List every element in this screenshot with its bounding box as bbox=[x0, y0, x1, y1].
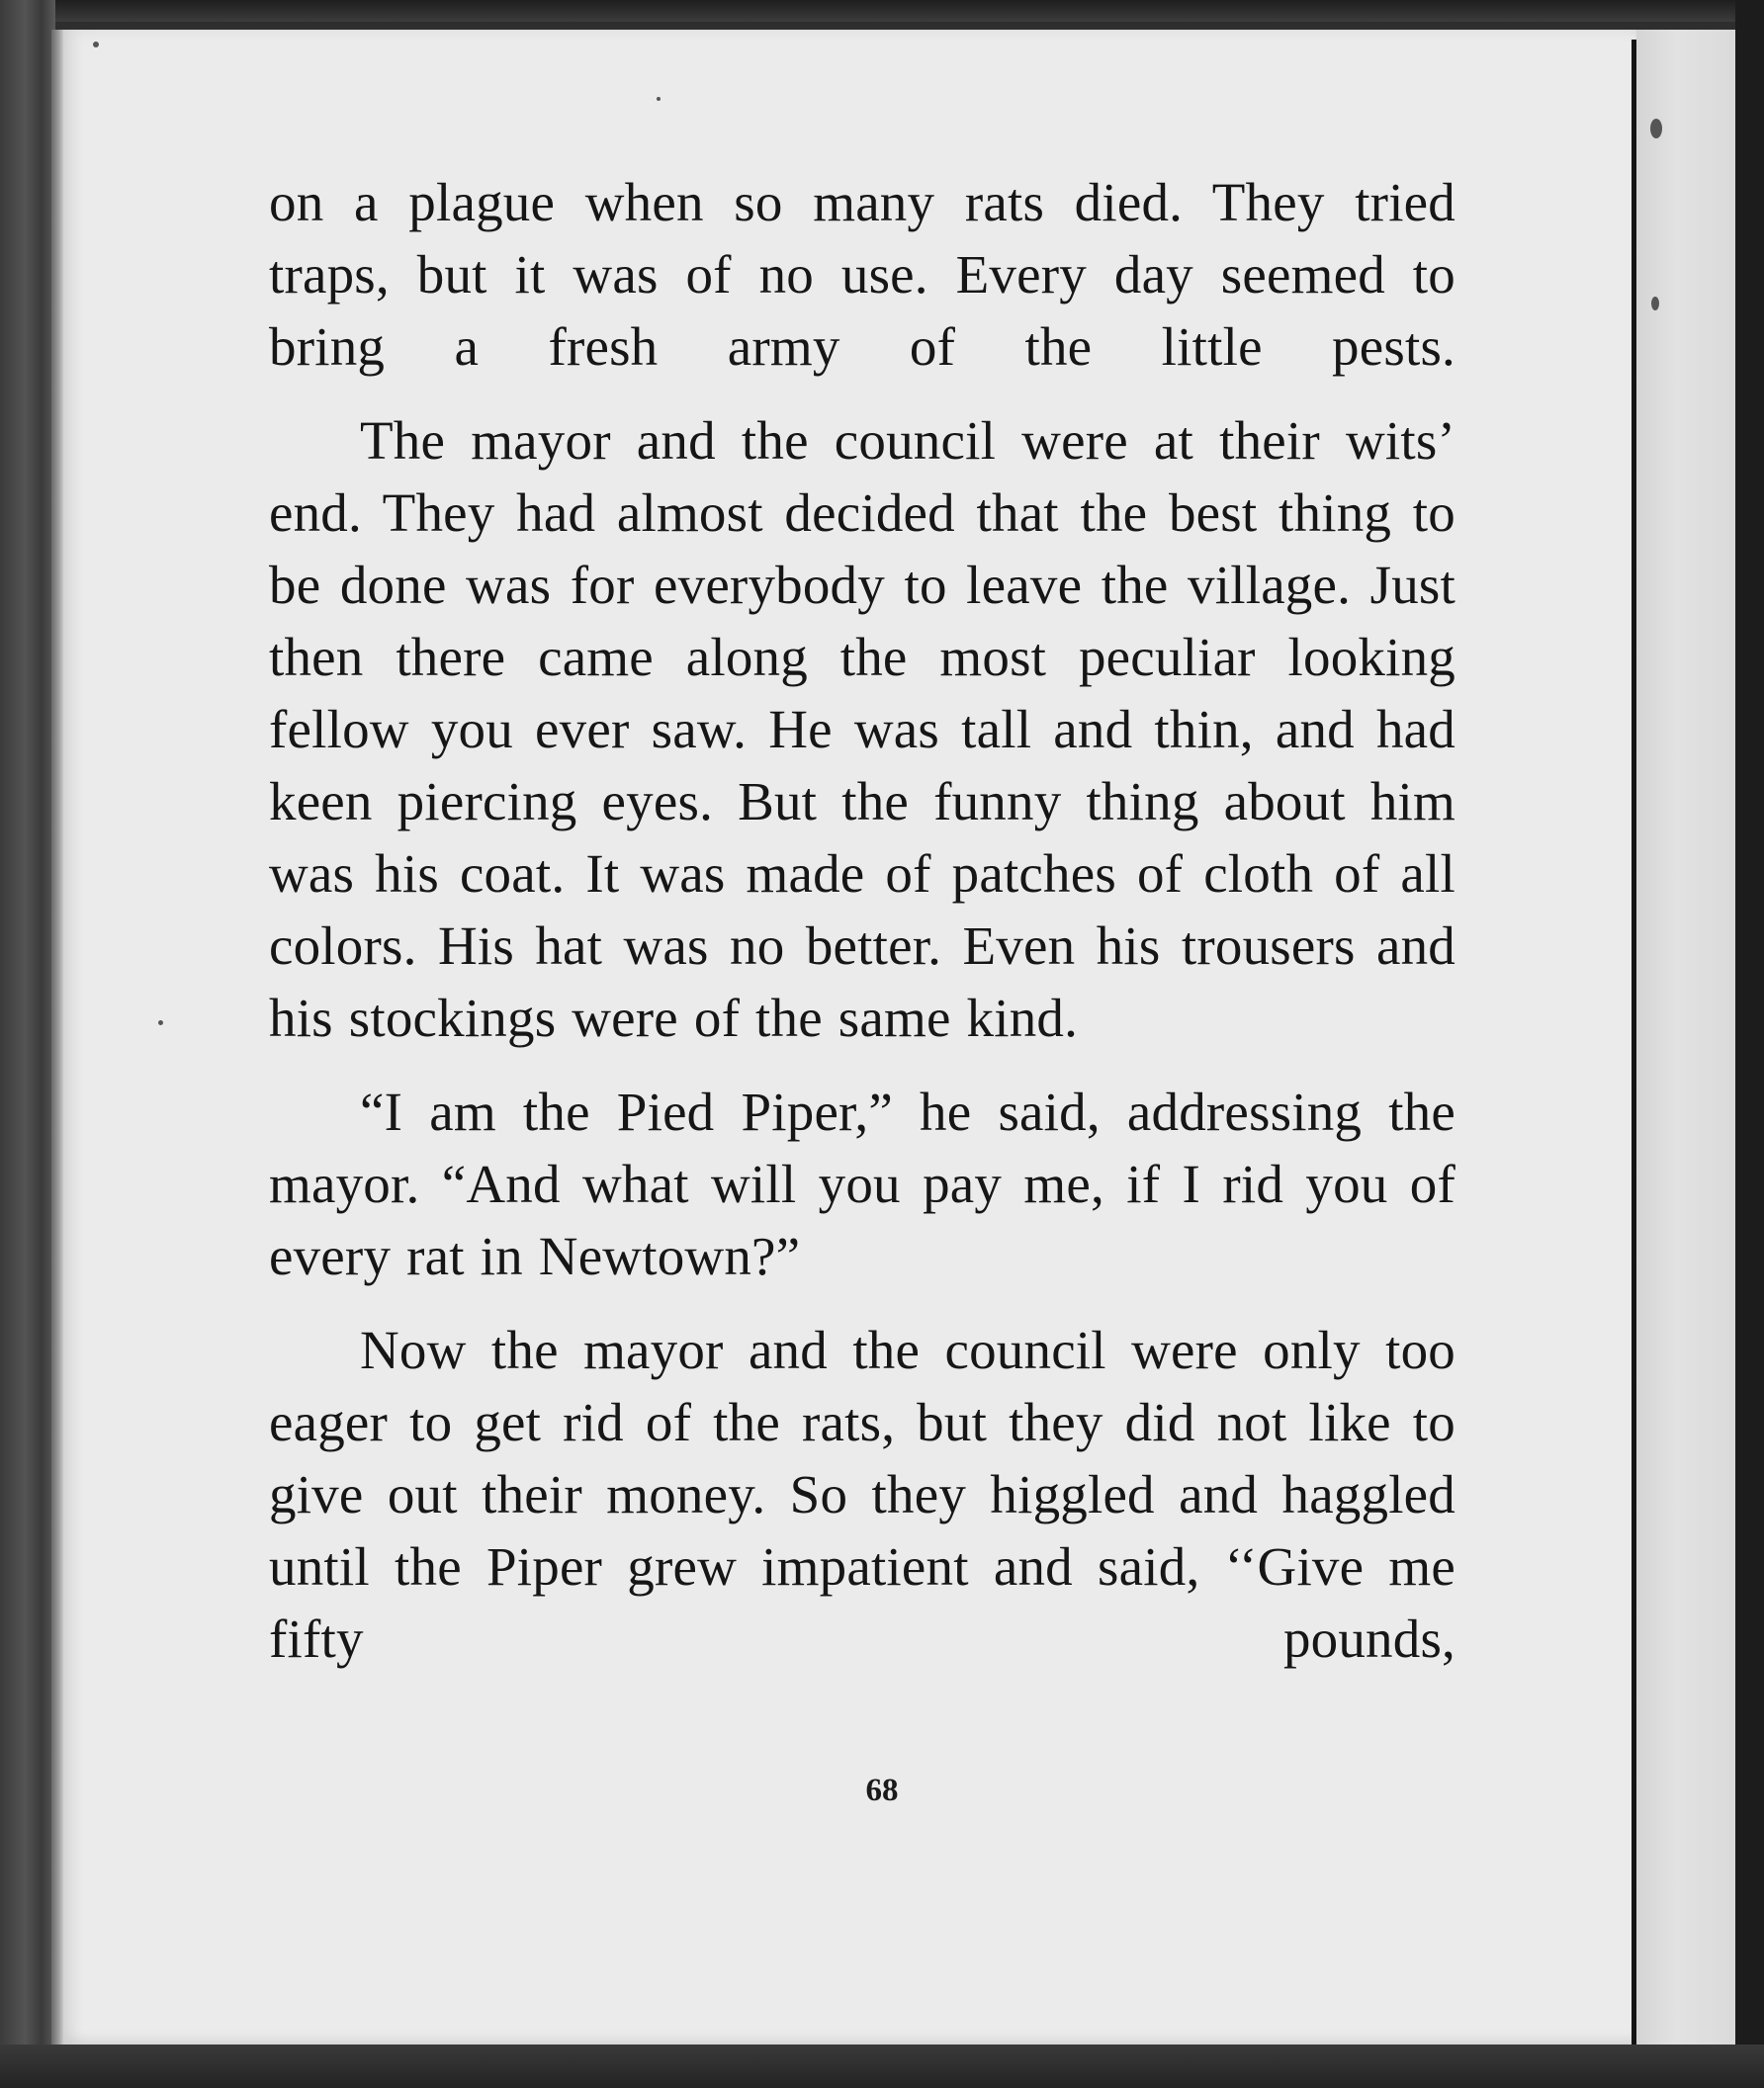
gutter-shadow-line bbox=[1632, 40, 1636, 2046]
paper-speck bbox=[93, 42, 99, 47]
adjacent-page-strip bbox=[1636, 30, 1735, 2050]
body-text bbox=[269, 166, 1455, 1696]
paragraph-haggling: Now the mayor and the council were only too eager to get rid of the rats, but they did not like to give out their money. So they higgled and haggled until the Piper grew impatient and said, ‘‘Give me fifty pounds, bbox=[269, 1320, 1455, 1669]
paragraph-pied-piper-speech: “I am the Pied Piper,” he said, addressing the mayor. “And what will you pay me, if I rid you of every rat in Newtown?” bbox=[269, 1082, 1455, 1286]
paper-speck bbox=[1650, 119, 1662, 138]
paper-speck bbox=[657, 97, 661, 101]
page-number: 68 bbox=[865, 1773, 899, 1808]
paragraph-mayor-council: The mayor and the council were at their wits’ end. They had almost decided that the best thing to be done was for everybody to leave the village. Just then there came along the most peculiar looking fellow you ever saw. He was tall and thin, and had keen piercing eyes. But the funny thing about him was his coat. It was made of patches of cloth of all colors. His hat was no better. Even his trousers and his stockings were of the same kind. bbox=[269, 410, 1455, 1048]
paper-speck bbox=[1651, 297, 1659, 310]
paragraph-continuation: on a plague when so many rats died. They tried traps, but it was of no use. Every day seemed to bring a fresh army of the little pests. bbox=[269, 172, 1455, 377]
book-cover-bottom-edge bbox=[0, 2044, 1764, 2088]
page-stack-edge bbox=[51, 30, 63, 2050]
book-cover-top-edge bbox=[0, 0, 1764, 22]
paper-speck bbox=[158, 1020, 163, 1025]
